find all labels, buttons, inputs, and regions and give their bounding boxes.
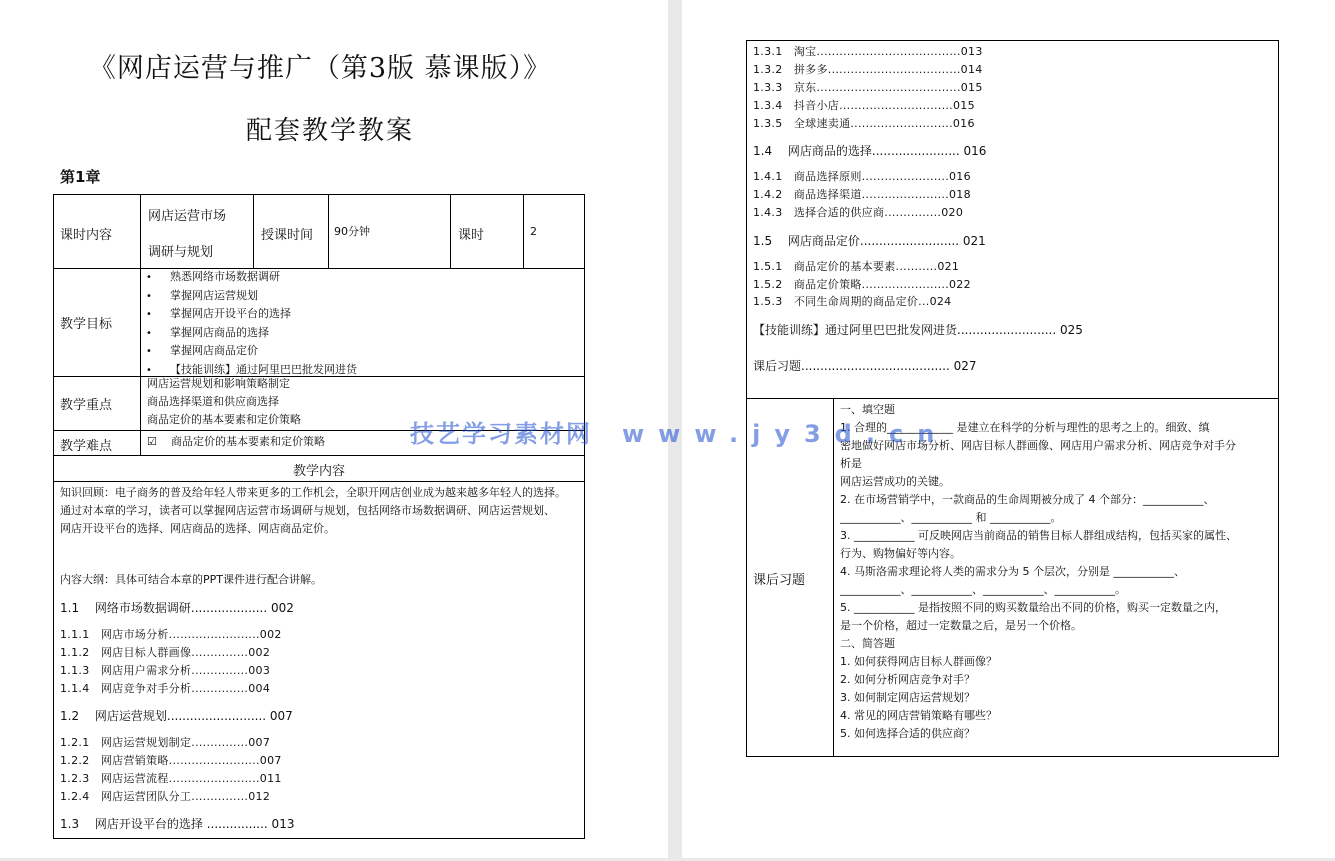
label-lesson-content: 课时内容 bbox=[60, 228, 113, 243]
toc-section-1-4: 1.4 网店商品的选择....................... 016 bbox=[753, 144, 987, 158]
label-difficulty: 教学难点 bbox=[60, 439, 113, 454]
lesson-content-line2: 调研与规划 bbox=[148, 245, 214, 260]
short-answer-4: 4. 常见的网店营销策略有哪些？ bbox=[840, 709, 997, 722]
toc-item-1-5-2: 1.5.2 商品定价策略.......................022 bbox=[753, 278, 971, 291]
exercise-content bbox=[840, 401, 1237, 743]
question-5-line-2: 是一个价格，超过一定数量之后，是另一个价格。 bbox=[840, 619, 1082, 632]
toc-homework: 课后习题....................................... 027 bbox=[753, 359, 977, 373]
goal-item: • 【技能训练】通过阿里巴巴批发网进货 bbox=[146, 361, 357, 380]
document-title: 《网店运营与推广（第3版 慕课版）》 bbox=[88, 53, 552, 84]
question-3-line-1: 3. ___________ 可反映网店当前商品的销售目标人群组成结构，包括买家的属性、 bbox=[840, 529, 1237, 542]
short-answer-2: 2. 如何分析网店竞争对手？ bbox=[840, 673, 975, 686]
toc-item-1-3-1: 1.3.1 淘宝......................................013 bbox=[753, 45, 983, 58]
key-point-2: 商品选择渠道和供应商选择 bbox=[147, 395, 279, 408]
label-lesson-time: 授课时间 bbox=[261, 228, 314, 243]
question-4-line-2: ___________、___________、___________、___________。 bbox=[840, 583, 1126, 596]
chapter-heading: 第1章 bbox=[60, 168, 101, 186]
toc-item-1-5-1: 1.5.1 商品定价的基本要素...........021 bbox=[753, 260, 960, 273]
intro-line-3: 网店开设平台的选择、网店商品的选择、网店商品定价。 bbox=[60, 522, 335, 535]
label-lesson-hours: 课时 bbox=[458, 228, 485, 243]
goal-item: • 掌握网店开设平台的选择 bbox=[146, 305, 357, 324]
lesson-hours-value: 2 bbox=[530, 225, 537, 238]
intro-line-2: 通过对本章的学习，读者可以掌握网店运营市场调研与规划，包括网络市场数据调研、网店运营规划、 bbox=[60, 504, 555, 517]
toc-item-1-4-1: 1.4.1 商品选择原则.......................016 bbox=[753, 170, 971, 183]
toc-item-1-1-2: 1.1.2 网店目标人群画像...............002 bbox=[60, 646, 271, 659]
watermark-text: 技艺学习素材网 bbox=[410, 420, 592, 448]
question-1-line-3: 析是 bbox=[840, 457, 862, 470]
goal-item: • 熟悉网络市场数据调研 bbox=[146, 268, 357, 287]
label-exercises: 课后习题 bbox=[753, 573, 806, 588]
lesson-time-value: 90分钟 bbox=[334, 225, 370, 238]
toc-item-1-1-4: 1.1.4 网店竞争对手分析...............004 bbox=[60, 682, 271, 695]
question-2-line-1: 2. 在市场营销学中，一款商品的生命周期被分成了 4 个部分：___________、 bbox=[840, 493, 1215, 506]
goal-item: • 掌握网店运营规划 bbox=[146, 287, 357, 306]
short-answer-3: 3. 如何制定网店运营规划？ bbox=[840, 691, 975, 704]
question-1-line-4: 网店运营成功的关键。 bbox=[840, 475, 950, 488]
label-teaching-goals: 教学目标 bbox=[60, 317, 113, 332]
fill-blank-heading: 一、填空题 bbox=[840, 403, 895, 416]
toc-section-1-3: 1.3 网店开设平台的选择 ................ 013 bbox=[60, 817, 295, 831]
toc-item-1-4-3: 1.4.3 选择合适的供应商...............020 bbox=[753, 206, 964, 219]
goal-item: • 掌握网店商品的选择 bbox=[146, 324, 357, 343]
intro-line-1: 知识回顾：电子商务的普及给年轻人带来更多的工作机会，全职开网店创业成为越来越多年轻人的选择。 bbox=[60, 486, 566, 499]
goal-item: • 掌握网店商品定价 bbox=[146, 342, 357, 361]
toc-item-1-2-3: 1.2.3 网店运营流程........................011 bbox=[60, 772, 282, 785]
question-5-line-1: 5. ___________ 是指按照不同的购买数量给出不同的价格，购买一定数量之内， bbox=[840, 601, 1226, 614]
toc-section-1-1: 1.1 网络市场数据调研.................... 002 bbox=[60, 601, 294, 615]
toc-item-1-3-2: 1.3.2 拼多多...................................014 bbox=[753, 63, 983, 76]
toc-item-1-3-4: 1.3.4 抖音小店..............................015 bbox=[753, 99, 975, 112]
key-point-1: 网店运营规划和影响策略制定 bbox=[147, 377, 290, 390]
toc-item-1-5-3: 1.5.3 不同生命周期的商品定价...024 bbox=[753, 295, 952, 308]
toc-item-1-2-2: 1.2.2 网店营销策略........................007 bbox=[60, 754, 282, 767]
question-1-line-2: 密地做好网店市场分析、网店目标人群画像、网店用户需求分析、网店竞争对手分 bbox=[840, 439, 1236, 452]
teaching-goals-list bbox=[146, 268, 357, 379]
short-answer-heading: 二、简答题 bbox=[840, 637, 895, 650]
question-1-line-1: 1. 合理的____________ 是建立在科学的分析与理性的思考之上的。细致、缜 bbox=[840, 421, 1210, 434]
watermark-url: www.jy3d.cn bbox=[622, 420, 949, 448]
document-subtitle: 配套教学教案 bbox=[245, 116, 414, 146]
toc-skill-training: 【技能训练】通过阿里巴巴批发网进货.......................... 025 bbox=[753, 323, 1083, 337]
lesson-plan-table bbox=[53, 194, 585, 839]
difficulty-text: 商品定价的基本要素和定价策略 bbox=[171, 435, 325, 448]
question-3-line-2: 行为、购物偏好等内容。 bbox=[840, 547, 961, 560]
question-2-line-2: ___________、___________ 和 ___________。 bbox=[840, 511, 1062, 524]
key-point-3: 商品定价的基本要素和定价策略 bbox=[147, 413, 301, 426]
toc-item-1-4-2: 1.4.2 商品选择渠道.......................018 bbox=[753, 188, 971, 201]
toc-item-1-3-5: 1.3.5 全球速卖通...........................016 bbox=[753, 117, 975, 130]
outline-text: 内容大纲：具体可结合本章的PPT课件进行配合讲解。 bbox=[60, 573, 322, 586]
short-answer-5: 5. 如何选择合适的供应商？ bbox=[840, 727, 975, 740]
short-answer-1: 1. 如何获得网店目标人群画像？ bbox=[840, 655, 997, 668]
toc-section-1-5: 1.5 网店商品定价.......................... 021 bbox=[753, 234, 986, 248]
lesson-plan-table-continued bbox=[746, 40, 1279, 757]
label-key-points: 教学重点 bbox=[60, 398, 113, 413]
difficulty-checkbox: ☑ bbox=[147, 435, 157, 448]
toc-item-1-2-4: 1.2.4 网店运营团队分工...............012 bbox=[60, 790, 271, 803]
lesson-content-line1: 网店运营市场 bbox=[148, 209, 227, 224]
toc-item-1-1-3: 1.1.3 网店用户需求分析...............003 bbox=[60, 664, 271, 677]
question-4-line-1: 4. 马斯洛需求理论将人类的需求分为 5 个层次，分别是 ___________、 bbox=[840, 565, 1185, 578]
toc-item-1-3-3: 1.3.3 京东......................................015 bbox=[753, 81, 983, 94]
toc-item-1-1-1: 1.1.1 网店市场分析........................002 bbox=[60, 628, 282, 641]
toc-item-1-2-1: 1.2.1 网店运营规划制定...............007 bbox=[60, 736, 271, 749]
content-header: 教学内容 bbox=[292, 464, 345, 479]
watermark bbox=[410, 414, 948, 449]
toc-section-1-2: 1.2 网店运营规划.......................... 007 bbox=[60, 709, 293, 723]
